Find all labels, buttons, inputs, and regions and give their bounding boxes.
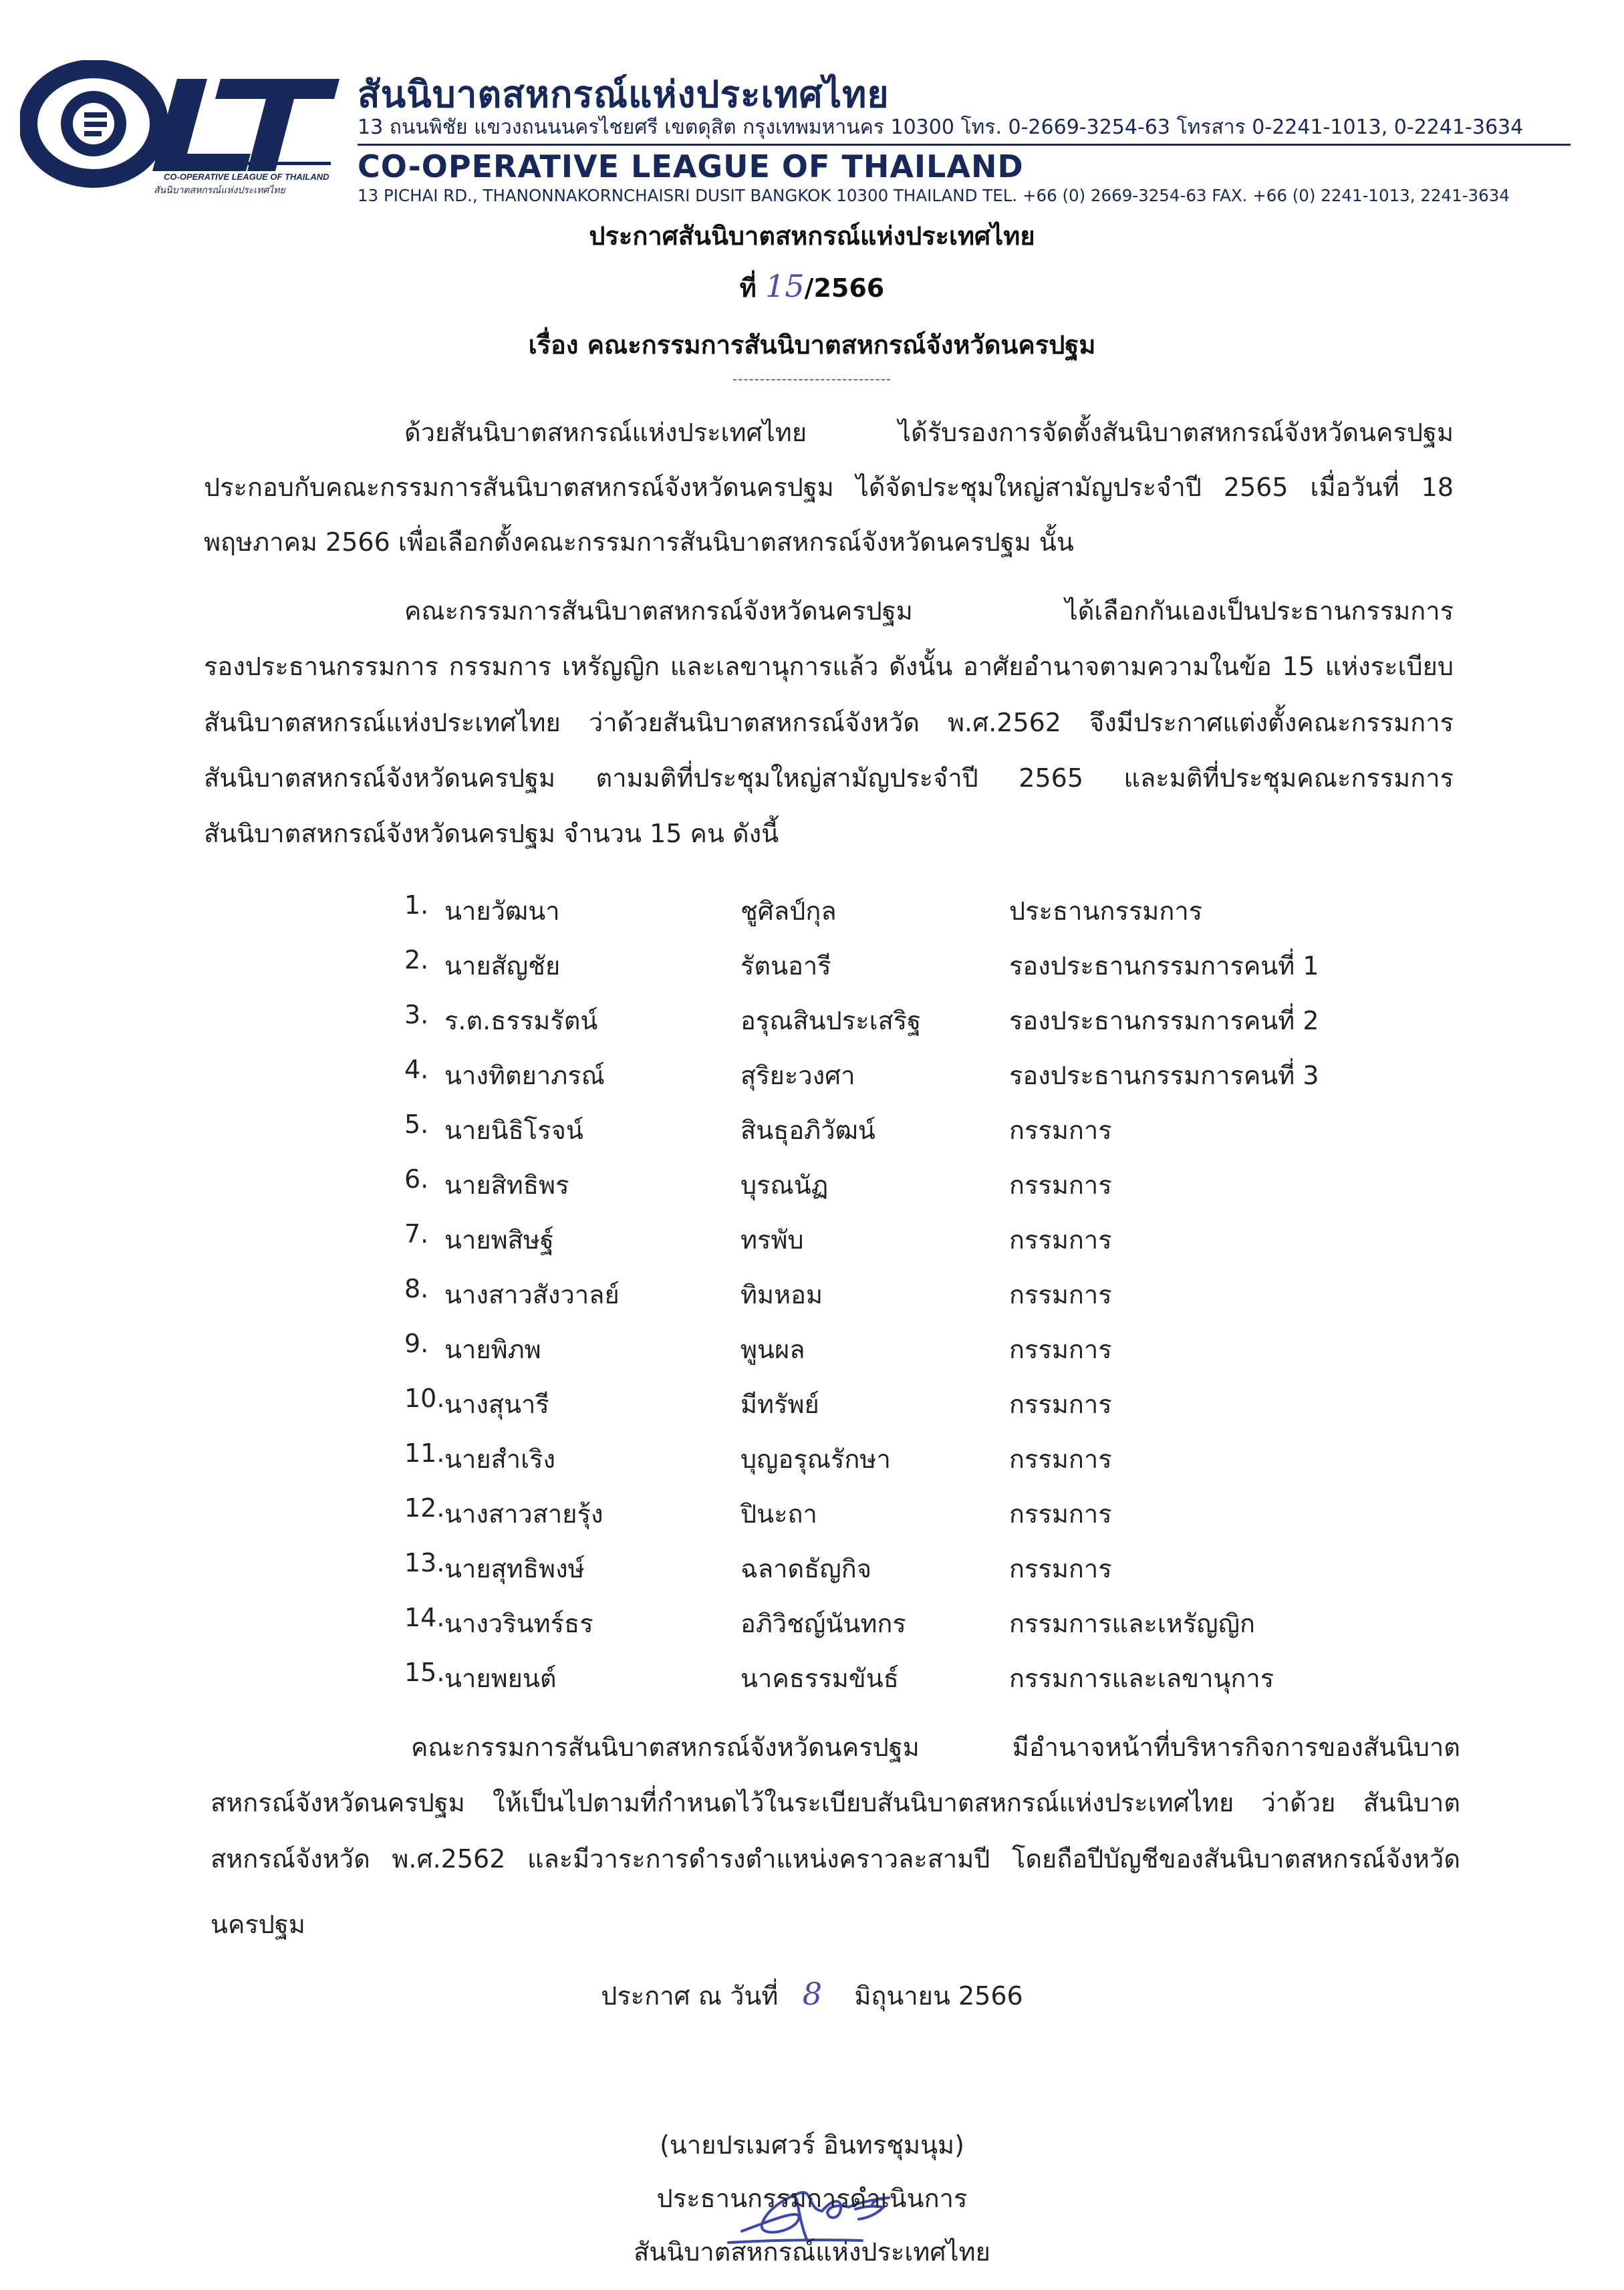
member-role: กรรมการ — [1009, 1116, 1112, 1145]
member-first-name: นายสุทธิพงษ์ — [444, 1554, 585, 1583]
member-last-name: อภิวิชญ์นันทกร — [740, 1609, 906, 1638]
paragraph-2-line: สันนิบาตสหกรณ์แห่งประเทศไทย ว่าด้วยสันนิบาตสหกรณ์จังหวัด พ.ศ.2562 จึงมีประกาศแต่งตั้งคณะกรรมการ — [204, 708, 1454, 737]
paragraph-2-line: รองประธานกรรมการ กรรมการ เหรัญญิก และเลขานุการแล้ว ดังนั้น อาศัยอำนาจตามความในข้อ 15 แห่งระเบียบ — [204, 652, 1454, 681]
letterhead-title-th: สันนิบาตสหกรณ์แห่งประเทศไทย — [358, 73, 890, 116]
paragraph-3-line: นครปฐม — [211, 1910, 305, 1939]
paragraph-2-line: สันนิบาตสหกรณ์จังหวัดนครปฐม ตามมติที่ประชุมใหญ่สามัญประจำปี 2565 และมติที่ประชุมคณะกรรมการ — [204, 763, 1454, 793]
announcement-subject: เรื่อง คณะกรรมการสันนิบาตสหกรณ์จังหวัดนครปฐม — [528, 330, 1096, 360]
number-suffix: /2566 — [804, 273, 885, 303]
announce-month-year: มิถุนายน 2566 — [854, 1981, 1023, 2011]
member-first-name: นายสิทธิพร — [444, 1170, 569, 1200]
member-no: 14. — [404, 1603, 445, 1632]
member-no: 12. — [404, 1493, 445, 1523]
paragraph-3-line: สหกรณ์จังหวัดนครปฐม ให้เป็นไปตามที่กำหนดไว้ในระเบียบสันนิบาตสหกรณ์แห่งประเทศไทย ว่าด้วย สันนิบาต — [211, 1788, 1460, 1817]
announcement-number — [0, 267, 1624, 308]
member-no: 8. — [404, 1274, 429, 1303]
member-role: กรรมการ — [1009, 1444, 1112, 1474]
member-role: กรรมการ — [1009, 1390, 1112, 1419]
paragraph-1-line: พฤษภาคม 2566 เพื่อเลือกตั้งคณะกรรมการสันนิบาตสหกรณ์จังหวัดนครปฐม นั้น — [204, 527, 1074, 557]
member-no: 6. — [404, 1164, 429, 1194]
signatory-position: ประธานกรรมการดำเนินการ — [656, 2184, 968, 2213]
member-no: 1. — [404, 890, 429, 920]
paragraph-1-line: ประกอบกับคณะกรรมการสันนิบาตสหกรณ์จังหวัดนครปฐม ได้จัดประชุมใหญ่สามัญประจำปี 2565 เมื่อวันที่ 18 — [204, 473, 1454, 502]
member-last-name: ฉลาดธัญกิจ — [740, 1554, 872, 1583]
signatory-organization: สันนิบาตสหกรณ์แห่งประเทศไทย — [634, 2237, 990, 2267]
number-prefix: ที่ — [739, 273, 757, 303]
member-role: รองประธานกรรมการคนที่ 1 — [1009, 951, 1319, 981]
member-no: 9. — [404, 1329, 429, 1358]
member-last-name: สุริยะวงศา — [740, 1061, 855, 1090]
member-first-name: นายนิธิโรจน์ — [444, 1116, 583, 1145]
separator: ----------------------------- — [732, 371, 892, 387]
member-no: 5. — [404, 1110, 429, 1139]
member-last-name: ปินะถา — [740, 1499, 817, 1529]
member-last-name: สินธุอภิวัฒน์ — [740, 1116, 875, 1145]
announce-date-prefix: ประกาศ ณ วันที่ — [601, 1981, 779, 2011]
member-first-name: นายพิภพ — [444, 1335, 541, 1364]
member-last-name: บุญอรุณรักษา — [740, 1444, 891, 1474]
member-last-name: ชูศิลป์กุล — [740, 896, 837, 926]
member-role: รองประธานกรรมการคนที่ 2 — [1009, 1006, 1319, 1035]
member-role: กรรมการ — [1009, 1170, 1112, 1200]
member-no: 3. — [404, 1000, 429, 1029]
member-role: กรรมการ — [1009, 1554, 1112, 1583]
member-role: กรรมการ — [1009, 1225, 1112, 1255]
member-no: 7. — [404, 1219, 429, 1249]
member-first-name: นายพสิษฐ์ — [444, 1225, 554, 1255]
member-last-name: อรุณสินประเสริฐ — [740, 1006, 922, 1035]
member-last-name: นาคธรรมขันธ์ — [740, 1664, 899, 1693]
announce-date — [0, 1975, 1624, 2016]
member-first-name: ร.ต.ธรรมรัตน์ — [444, 1006, 598, 1035]
paragraph-2-line: คณะกรรมการสันนิบาตสหกรณ์จังหวัดนครปฐม ได้เลือกกันเองเป็นประธานกรรมการ — [404, 596, 1454, 626]
member-last-name: บุรณนัฏ — [740, 1170, 829, 1200]
member-first-name: นายพยนต์ — [444, 1664, 557, 1693]
number-handwritten: 15 — [765, 268, 805, 304]
member-first-name: นางสาวสายรุ้ง — [444, 1499, 603, 1529]
letterhead-divider — [358, 144, 1571, 146]
member-last-name: ทิมหอม — [740, 1280, 823, 1309]
member-role: กรรมการและเหรัญญิก — [1009, 1609, 1256, 1638]
clt-logo — [20, 60, 348, 197]
member-first-name: นายสัญชัย — [444, 951, 561, 981]
member-role: กรรมการ — [1009, 1335, 1112, 1364]
member-no: 11. — [404, 1438, 445, 1468]
member-no: 2. — [404, 945, 429, 975]
paragraph-3-line: สหกรณ์จังหวัด พ.ศ.2562 และมีวาระการดำรงตำแหน่งคราวละสามปี โดยถือปีบัญชีของสันนิบาตสหกรณ์จังหวัด — [211, 1844, 1460, 1874]
member-last-name: ทรพับ — [740, 1225, 804, 1255]
member-role: ประธานกรรมการ — [1009, 896, 1203, 926]
letterhead-address-th: 13 ถนนพิชัย แขวงถนนนครไชยศรี เขตดุสิต กรุงเทพมหานคร 10300 โทร. 0-2669-3254-63 โทรสาร 0-2241-1013, 0-2241-3634 — [358, 116, 1524, 139]
announcement-heading: ประกาศสันนิบาตสหกรณ์แห่งประเทศไทย — [589, 221, 1035, 251]
logo-caption-th: สันนิบาตสหกรณ์แห่งประเทศไทย — [154, 185, 285, 196]
member-no: 15. — [404, 1658, 445, 1687]
member-role: กรรมการ — [1009, 1280, 1112, 1309]
member-first-name: นายวัฒนา — [444, 896, 560, 926]
member-last-name: รัตนอารี — [740, 951, 831, 981]
logo-caption-en: CO-OPERATIVE LEAGUE OF THAILAND — [164, 172, 329, 182]
member-first-name: นางทิตยาภรณ์ — [444, 1061, 605, 1090]
member-role: รองประธานกรรมการคนที่ 3 — [1009, 1061, 1319, 1090]
member-first-name: นางสุนารี — [444, 1390, 549, 1419]
member-no: 13. — [404, 1548, 445, 1577]
member-last-name: มีทรัพย์ — [740, 1390, 819, 1419]
member-no: 4. — [404, 1055, 429, 1084]
member-last-name: พูนผล — [740, 1335, 805, 1364]
member-first-name: นางวรินทร์ธร — [444, 1609, 593, 1638]
member-first-name: นายสำเริง — [444, 1444, 556, 1474]
member-first-name: นางสาวสังวาลย์ — [444, 1280, 620, 1309]
member-no: 10. — [404, 1384, 445, 1413]
signatory-name: (นายปรเมศวร์ อินทรชุมนุม) — [660, 2130, 964, 2160]
member-role: กรรมการ — [1009, 1499, 1112, 1529]
announce-day-handwritten: 8 — [802, 1976, 822, 2012]
letterhead-title-en: CO-OPERATIVE LEAGUE OF THAILAND — [358, 148, 1024, 184]
paragraph-3-line: คณะกรรมการสันนิบาตสหกรณ์จังหวัดนครปฐม มีอำนาจหน้าที่บริหารกิจการของสันนิบาต — [411, 1733, 1460, 1762]
paragraph-2-line: สันนิบาตสหกรณ์จังหวัดนครปฐม จำนวน 15 คน ดังนี้ — [204, 819, 779, 848]
member-role: กรรมการและเลขานุการ — [1009, 1664, 1274, 1693]
paragraph-1-line: ด้วยสันนิบาตสหกรณ์แห่งประเทศไทย ได้รับรองการจัดตั้งสันนิบาตสหกรณ์จังหวัดนครปฐม — [404, 418, 1454, 447]
letterhead-address-en: 13 PICHAI RD., THANONNAKORNCHAISRI DUSIT BANGKOK 10300 THAILAND TEL. +66 (0) 2669-3254-63 FAX. +66 (0) 2241-1013, 2241-3634 — [358, 186, 1510, 205]
